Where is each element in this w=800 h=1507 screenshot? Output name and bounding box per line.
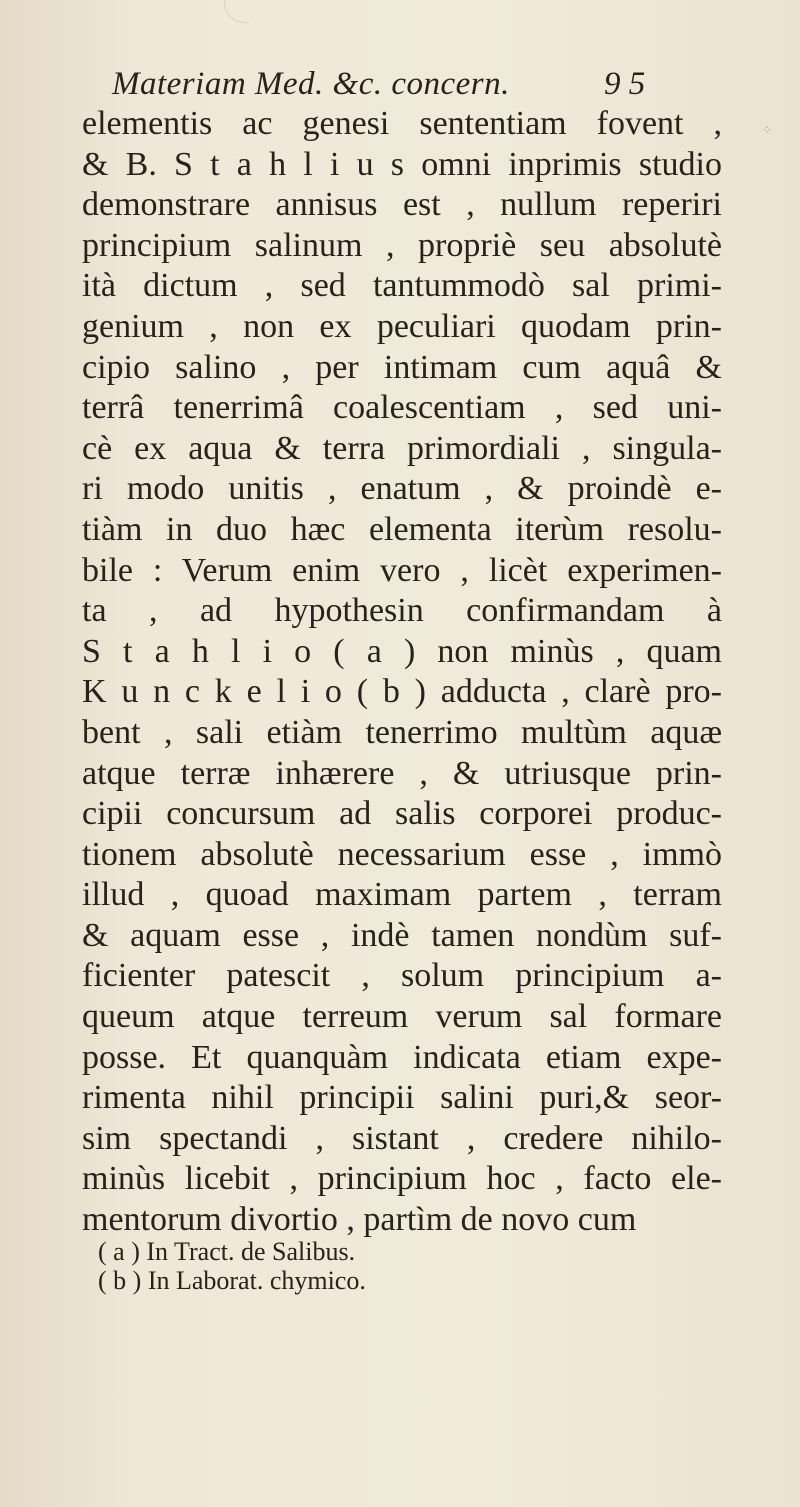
text-line: mentorum divortio , partìm de novo cum: [82, 1201, 637, 1239]
running-header: Materiam Med. &c. concern.: [112, 66, 510, 102]
text-line: genium , non ex peculiari quodam prin-: [82, 307, 722, 345]
paper-corner-mark: [224, 0, 249, 23]
footnotes: [98, 1237, 518, 1295]
text-line: posse. Et quanquàm indicata etiam expe-: [82, 1038, 722, 1076]
text-line: & aquam esse , indè tamen nondùm suf-: [82, 916, 722, 954]
margin-ink-mark: ⁘: [762, 123, 773, 137]
text-line: S t a h l i o ( a ) non minùs , quam: [82, 632, 722, 670]
text-line: ri modo unitis , enatum , & proindè e-: [82, 470, 722, 508]
text-line: & B. S t a h l i u s omni inprimis studio: [82, 145, 722, 183]
text-line: cipii concursum ad salis corporei produc-: [82, 795, 722, 833]
text-line: principium salinum , propriè seu absolutè: [82, 226, 722, 264]
footnote-b: ( b ) In Laborat. chymico.: [98, 1266, 366, 1295]
text-line: rimenta nihil principii salini puri,& seor-: [82, 1079, 722, 1117]
text-line: queum atque terreum verum sal formare: [82, 998, 722, 1036]
footnote-a: ( a ) In Tract. de Salibus.: [98, 1237, 356, 1266]
text-line: ità dictum , sed tantummodò sal primi-: [82, 267, 722, 305]
text-line: illud , quoad maximam partem , terram: [82, 876, 722, 914]
text-line: elementis ac genesi sententiam fovent ,: [82, 105, 722, 142]
text-line: ta , ad hypothesin confirmandam à: [82, 592, 722, 630]
text-line: bent , sali etiàm tenerrimo multùm aquæ: [82, 713, 722, 751]
text-line: ficienter patescit , solum principium a-: [82, 957, 722, 995]
text-line: cipio salino , per intimam cum aquâ &: [82, 348, 722, 386]
text-line: minùs licebit , principium hoc , facto ele-: [82, 1160, 722, 1198]
text-line: demonstrare annisus est , nullum reperiri: [82, 186, 722, 224]
text-line: K u n c k e l i o ( b ) adducta , clarè pro-: [82, 673, 722, 711]
text-line: sim spectandi , sistant , credere nihilo-: [82, 1119, 722, 1157]
text-line: cè ex aqua & terra primordiali , singula-: [82, 429, 722, 467]
text-line: bile : Verum enim vero , licèt experimen-: [82, 551, 722, 589]
page-number: 9 5: [604, 66, 646, 102]
text-line: tionem absolutè necessarium esse , immò: [82, 835, 722, 873]
text-line: atque terræ inhærere , & utriusque prin-: [82, 754, 722, 792]
text-line: terrâ tenerrimâ coalescentiam , sed uni-: [82, 389, 722, 427]
body-text: [82, 104, 722, 1241]
text-line: tiàm in duo hæc elementa iterùm resolu-: [82, 510, 722, 548]
